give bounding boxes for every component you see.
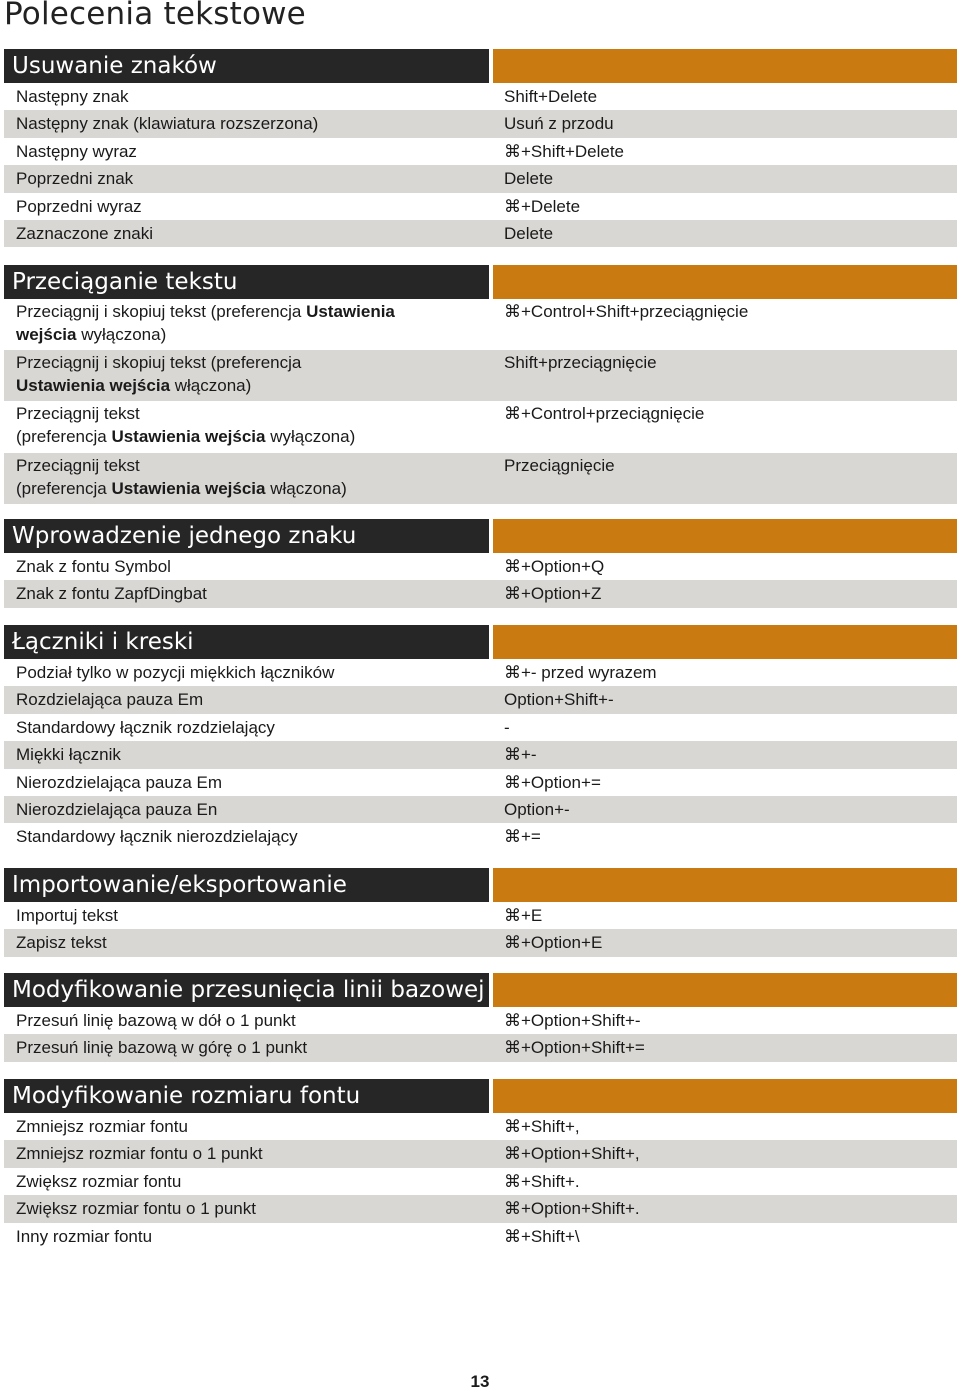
shortcut-row (4, 83, 957, 110)
shortcut-keys: ⌘+E (504, 906, 543, 925)
description-line (16, 402, 492, 425)
shortcut-row (4, 138, 957, 165)
page-number: 13 (470, 1372, 490, 1391)
shortcut-description: Poprzedni znak (16, 169, 134, 189)
shortcut-description: Następny znak (16, 87, 129, 106)
section-title: Usuwanie znaków (4, 49, 489, 83)
shortcut-row (4, 796, 957, 823)
section-header (4, 973, 957, 1007)
shortcut-description (4, 299, 492, 350)
description-line (16, 425, 492, 448)
shortcut-row (4, 1007, 957, 1034)
section-header (4, 868, 957, 902)
shortcut-keys: ⌘+Option+Shift+= (504, 1038, 645, 1058)
section (4, 1079, 957, 1250)
shortcut-row (4, 686, 957, 713)
shortcut-row (4, 553, 957, 580)
section (4, 265, 957, 504)
description-text: wyłączona) (76, 325, 167, 344)
section-title: Przeciąganie tekstu (4, 265, 489, 299)
description-text: wyłączona) (265, 427, 356, 446)
description-line (16, 323, 492, 346)
section-header-accent (493, 868, 957, 902)
shortcut-keys: ⌘+Control+Shift+przeciągnięcie (504, 302, 749, 321)
section-title: Modyfikowanie przesunięcia linii bazowej (4, 973, 489, 1007)
shortcut-row (4, 110, 957, 137)
section-title: Łączniki i kreski (4, 625, 489, 659)
preference-name: Ustawienia wejścia (111, 427, 266, 446)
shortcut-keys: Shift+Delete (504, 87, 598, 106)
shortcut-description: Importuj tekst (16, 906, 119, 925)
shortcut-keys: - (504, 717, 510, 737)
shortcut-keys: ⌘+Shift+, (504, 1117, 580, 1136)
shortcut-keys: ⌘+- przed wyrazem (504, 663, 657, 682)
preference-name: Ustawienia (306, 302, 395, 321)
shortcut-keys: ⌘+Option+Shift+- (504, 1011, 641, 1030)
shortcut-description: Zwiększ rozmiar fontu o 1 punkt (16, 1199, 256, 1219)
shortcut-keys: Przeciągnięcie (504, 456, 615, 475)
shortcut-keys: Option+Shift+- (504, 690, 614, 710)
section (4, 868, 957, 957)
shortcut-description: Poprzedni wyraz (16, 196, 142, 216)
shortcut-keys: Delete (504, 223, 554, 243)
shortcut-row (4, 929, 957, 956)
shortcut-row (4, 659, 957, 686)
shortcut-keys: ⌘+Control+przeciągnięcie (504, 404, 705, 423)
shortcut-description: Standardowy łącznik nierozdzielający (16, 827, 298, 847)
shortcut-row (4, 220, 957, 247)
shortcut-description: Standardowy łącznik rozdzielający (16, 717, 275, 737)
shortcut-row (4, 1140, 957, 1167)
section-header-accent (493, 1079, 957, 1113)
shortcut-row (4, 350, 957, 401)
description-text: Przeciągnij tekst (16, 404, 140, 423)
shortcut-description: Zwiększ rozmiar fontu (16, 1171, 182, 1191)
shortcut-keys: ⌘+Option+Q (504, 557, 605, 576)
description-text: Przeciągnij i skopiuj tekst (preferencja (16, 353, 302, 372)
shortcut-description: Następny wyraz (16, 141, 137, 161)
shortcut-row (4, 193, 957, 220)
section-header (4, 625, 957, 659)
shortcut-keys: Delete (504, 169, 554, 189)
shortcut-description: Miękki łącznik (16, 745, 121, 765)
shortcut-description: Rozdzielająca pauza Em (16, 690, 204, 710)
shortcut-row (4, 165, 957, 192)
description-text: Przeciągnij i skopiuj tekst (preferencja (16, 302, 307, 321)
section (4, 973, 957, 1062)
shortcut-description: Przesuń linię bazową w dół o 1 punkt (16, 1011, 296, 1030)
shortcut-description: Zaznaczone znaki (16, 223, 154, 243)
shortcut-keys: Option+- (504, 799, 570, 819)
shortcut-keys: Usuń z przodu (504, 114, 614, 134)
description-text: (preferencja (16, 427, 112, 446)
description-line (16, 374, 492, 397)
shortcut-row (4, 1223, 957, 1250)
shortcut-keys: ⌘+= (504, 827, 541, 847)
shortcut-row (4, 1195, 957, 1222)
shortcut-description: Znak z fontu Symbol (16, 557, 171, 576)
section-header-accent (493, 519, 957, 553)
page-title: Polecenia tekstowe (4, 0, 306, 32)
shortcut-keys: ⌘+Option+= (504, 772, 601, 792)
shortcut-row (4, 1168, 957, 1195)
shortcut-row (4, 453, 957, 504)
shortcut-row (4, 902, 957, 929)
section-header (4, 265, 957, 299)
shortcut-row (4, 299, 957, 350)
section (4, 519, 957, 608)
section-header-accent (493, 265, 957, 299)
section-header (4, 49, 957, 83)
section-title: Modyfikowanie rozmiaru fontu (4, 1079, 489, 1113)
description-text: włączona) (170, 376, 252, 395)
shortcut-description: Nierozdzielająca pauza En (16, 799, 218, 819)
description-text: włączona) (265, 479, 347, 498)
description-line (16, 351, 492, 374)
section-header-accent (493, 625, 957, 659)
shortcut-keys: ⌘+Option+Shift+. (504, 1199, 640, 1219)
description-text: (preferencja (16, 479, 112, 498)
shortcut-keys: Shift+przeciągnięcie (504, 353, 657, 372)
shortcut-description: Podział tylko w pozycji miękkich łączników (16, 663, 335, 682)
shortcut-keys: ⌘+- (504, 745, 537, 765)
shortcut-row (4, 1113, 957, 1140)
shortcut-row (4, 741, 957, 768)
section (4, 625, 957, 851)
shortcut-description (4, 401, 492, 453)
description-line (16, 300, 492, 323)
shortcut-description: Inny rozmiar fontu (16, 1226, 153, 1246)
description-text: Przeciągnij tekst (16, 456, 140, 475)
shortcut-description: Następny znak (klawiatura rozszerzona) (16, 114, 319, 134)
shortcut-description: Zmniejsz rozmiar fontu (16, 1117, 188, 1136)
section (4, 49, 957, 247)
shortcut-description: Przesuń linię bazową w górę o 1 punkt (16, 1038, 308, 1058)
shortcut-row (4, 823, 957, 850)
section-header (4, 519, 957, 553)
shortcut-row (4, 580, 957, 607)
description-line (16, 454, 492, 477)
section-header-accent (493, 973, 957, 1007)
shortcut-keys: ⌘+Delete (504, 196, 581, 216)
shortcut-row (4, 1034, 957, 1061)
section-title: Importowanie/eksportowanie (4, 868, 489, 902)
shortcut-keys: ⌘+Shift+. (504, 1171, 580, 1191)
shortcut-description (4, 350, 492, 401)
shortcut-keys: ⌘+Shift+Delete (504, 141, 625, 161)
description-line (16, 477, 492, 500)
shortcut-description: Znak z fontu ZapfDingbat (16, 584, 207, 604)
shortcut-row (4, 401, 957, 453)
shortcut-description (4, 453, 492, 504)
shortcut-row (4, 769, 957, 796)
shortcut-keys: ⌘+Shift+\ (504, 1226, 580, 1246)
preference-name: Ustawienia wejścia (16, 376, 171, 395)
shortcut-keys: ⌘+Option+Shift+, (504, 1144, 640, 1164)
section-title: Wprowadzenie jednego znaku (4, 519, 489, 553)
section-header-accent (493, 49, 957, 83)
shortcut-description: Nierozdzielająca pauza Em (16, 772, 222, 792)
shortcut-keys: ⌘+Option+Z (504, 584, 602, 604)
shortcut-row (4, 714, 957, 741)
shortcut-keys: ⌘+Option+E (504, 933, 603, 953)
preference-name: Ustawienia wejścia (111, 479, 266, 498)
shortcut-description: Zapisz tekst (16, 933, 107, 953)
section-header (4, 1079, 957, 1113)
preference-name: wejścia (16, 325, 77, 344)
shortcut-description: Zmniejsz rozmiar fontu o 1 punkt (16, 1144, 263, 1164)
